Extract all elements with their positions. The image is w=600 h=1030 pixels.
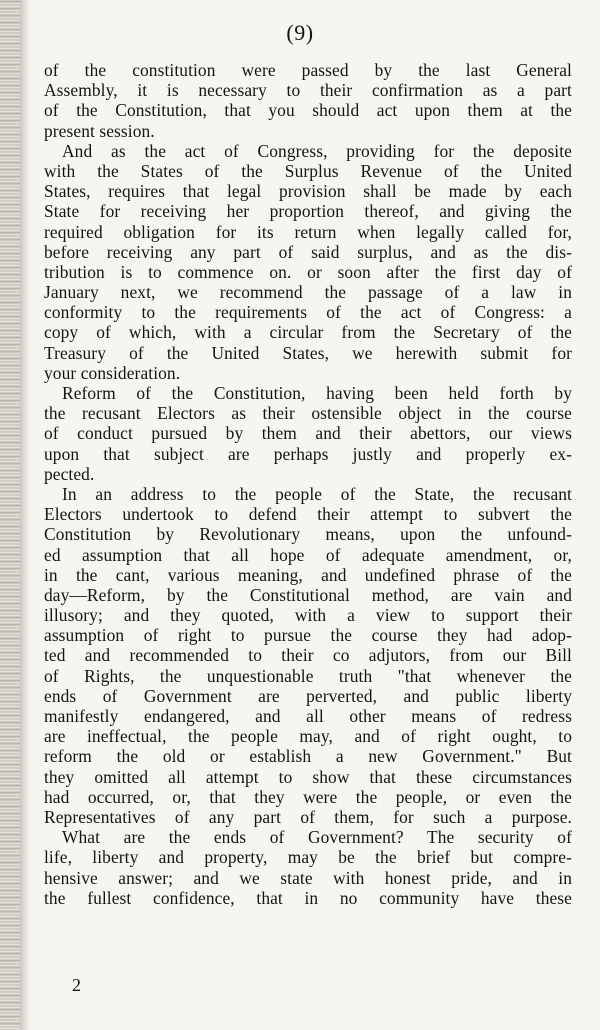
page-number: (9) [286,20,314,45]
text-line: State for receiving her proportion thereof, and giving the [44,201,572,222]
text-line: ends of Government are perverted, and public liberty [44,685,572,706]
text-line: the fullest confidence, that in no community have these [44,887,572,908]
text-line: January next, we recommend the passage of a law in [44,282,572,303]
text-line: ted and recommended to their co adjutors, from our Bill [44,645,572,666]
text-line: And as the act of Congress, providing for the deposite [62,140,572,161]
text-line: Assembly, it is necessary to their confirmation as a part [44,80,572,101]
text-line: assumption of right to pursue the course they had adop- [44,625,572,646]
text-line: conformity to the requirements of the act of Congress: a [44,302,572,323]
text-line: of the constitution were passed by the last General [44,60,572,80]
page-binding-shadow [20,0,30,1030]
text-line: In an address to the people of the State, the recusant [62,483,572,504]
text-line: Constitution by Revolutionary means, upon the unfound- [44,524,572,545]
text-line: required obligation for its return when legally called for, [44,221,572,242]
text-line: are ineffectual, the people may, and of right ought, to [44,726,572,747]
text-line: Representatives of any part of them, for such a purpose. [44,806,572,827]
text-line: of Rights, the unquestionable truth "that whenever the [44,665,572,686]
text-line: States, requires that legal provision shall be made by each [44,181,572,202]
text-line: had occurred, or, that they were the people, or even the [44,786,572,807]
text-line: the recusant Electors as their ostensible object in the course [44,403,572,424]
text-line: of the Constitution, that you should act upon them at the [44,100,572,121]
text-line: they omitted all attempt to show that these circumstances [44,766,572,787]
text-line: hensive answer; and we state with honest pride, and in [44,867,572,888]
text-line: copy of which, with a circular from the Secretary of the [44,322,572,343]
text-line: What are the ends of Government? The security of [62,827,572,848]
text-line: manifestly endangered, and all other means of redress [44,706,572,726]
page-binding-edge [0,0,20,1030]
text-line: before receiving any part of said surplus, and as the dis- [44,241,572,262]
text-line: reform the old or establish a new Government." But [44,746,572,767]
signature-mark: 2 [72,975,81,995]
text-line: Electors undertook to defend their attempt to subvert the [44,504,572,525]
text-line: of conduct pursued by them and their abettors, our views [44,423,572,444]
text-line: Reform of the Constitution, having been held forth by [62,383,572,403]
text-line: pected. [44,463,95,484]
text-line: tribution is to commence on. or soon after the first day of [44,261,572,282]
text-line: life, liberty and property, may be the brief but compre- [44,847,572,868]
text-line: with the States of the Surplus Revenue of the United [44,160,572,181]
text-line: upon that subject are perhaps justly and properly ex- [44,443,572,464]
text-line: illusory; and they quoted, with a view to support their [44,605,572,626]
text-line: Treasury of the United States, we herewith submit for [44,342,572,363]
body-text [44,60,572,908]
text-line: your consideration. [44,362,181,383]
text-line: present session. [44,120,155,141]
text-line: in the cant, various meaning, and undefined phrase of the [44,564,572,585]
text-line: ed assumption that all hope of adequate amendment, or, [44,544,572,565]
text-line: day—Reform, by the Constitutional method, are vain and [44,584,572,605]
